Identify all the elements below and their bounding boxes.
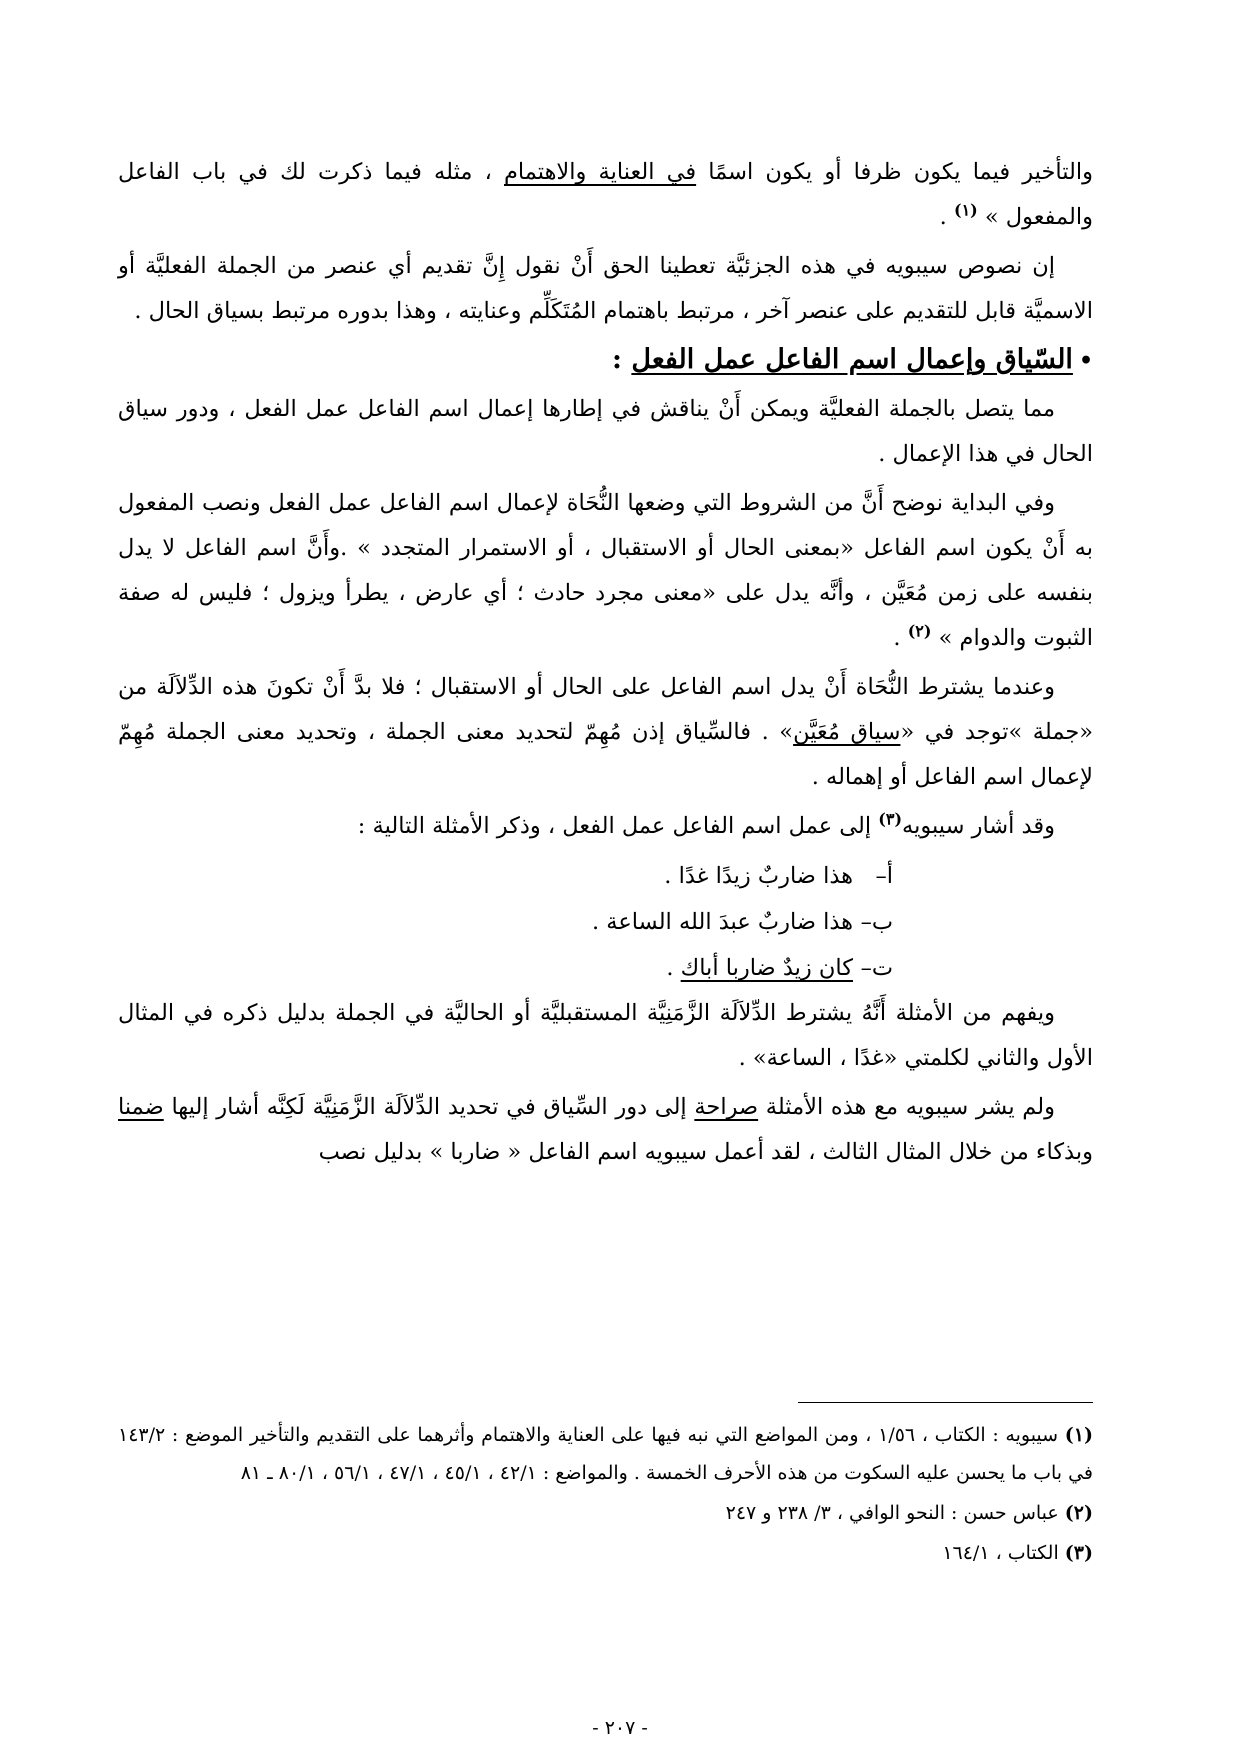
paragraph-6: وقد أشار سيبويه$^{(٣)}$ إلى عمل اسم الفاعل عمل الفعل ، وذكر الأمثلة التالية : xyxy=(357,809,1055,839)
paragraph-1: والتأخير فيما يكون ظرفا أو يكون اسمًا في العناية والاهتمام ، مثله فيما ذكرت لك في باب الفاعل والمفعول » $^{(١)}$ . xyxy=(118,159,1093,230)
footnote-number: (٣) xyxy=(1064,1542,1093,1564)
example-item: ب–هذا ضاربٌ عبدَ الله الساعة . xyxy=(118,899,893,945)
footnote-ref-1[interactable]: (١) xyxy=(953,200,978,220)
footnote-1: (١) سيبويه : الكتاب ، ١/٥٦ ، ومن المواضع التي نبه فيها على العناية والاهتمام وأثرهما على التقديم والتأخير الموضع : ١٤٣/٢ في باب ما يحسن عليه السكوت من هذه الأحرف الخمسة . والمواضع : ٤٢/١ ، ٤٥/١ ، ٤٧/١ ، ٥٦/١ ، ٨٠/١ ـ ٨١ xyxy=(118,1424,1093,1484)
page-body xyxy=(118,150,1093,1179)
paragraph-5: وعندما يشترط النُّحَاة أَنْ يدل اسم الفاعل على الحال أو الاستقبال ؛ فلا بدَّ أَنْ تكونَ هذه الدِّلاَلَة من «جملة »توجد في «سياق مُعَيَّن» . فالسِّياق إذن مُهِمّ لتحديد معنى الجملة ، وتحديد معنى الجملة مُهِمّ لإعمال اسم الفاعل أو إهماله . xyxy=(118,674,1093,790)
footnote-number: (١) xyxy=(1064,1424,1093,1446)
footnote-separator xyxy=(798,1402,1093,1403)
example-letter: ت– xyxy=(860,955,893,981)
footnote-ref-3[interactable]: (٣) xyxy=(878,809,903,829)
example-item: أ–هذا ضاربٌ زيدًا غدًا . xyxy=(118,853,893,899)
section-heading-title: السّياق وإعمال اسم الفاعل عمل الفعل xyxy=(631,344,1073,375)
paragraph-2: إن نصوص سيبويه في هذه الجزئيَّة تعطينا الحق أَنْ نقول إِنَّ تقديم أي عنصر من الجملة الفعليَّة أو الاسميَّة قابل للتقديم على عنصر آخر ، مرتبط باهتمام المُتَكَلِّم وعنايته ، وهذا بدوره مرتبط بسياق الحال . xyxy=(118,253,1093,324)
underlined-phrase: سياق مُعَيَّن xyxy=(793,719,901,745)
section-heading: •السّياق وإعمال اسم الفاعل عمل الفعل : xyxy=(612,344,1093,375)
underlined-phrase: في العناية والاهتمام xyxy=(503,159,697,185)
example-letter: أ– xyxy=(875,863,893,889)
example-item: ت–كان زيدٌ ضاربا أباك . xyxy=(118,945,893,991)
footnote-ref-2[interactable]: (٢) xyxy=(907,621,932,641)
paragraph-4: وفي البداية نوضح أَنَّ من الشروط التي وضعها النُّحَاة لإعمال اسم الفاعل عمل الفعل ونصب المفعول به أَنْ يكون اسم الفاعل «بمعنى الحال أو الاستقبال ، أو الاستمرار المتجدد » .وأَنَّ اسم الفاعل لا يدل بنفسه على زمن مُعَيَّن ، وأنَّه يدل على «معنى مجرد حادث ؛ أي عارض ، يطرأ ويزول ؛ فليس له صفة الثبوت والدوام » $^{(٢)}$ . xyxy=(118,490,1093,651)
underlined-phrase: صراحة xyxy=(694,1094,759,1120)
paragraph-3: مما يتصل بالجملة الفعليَّة ويمكن أَنْ يناقش في إطارها إعمال اسم الفاعل عمل الفعل ، ودور سياق الحال في هذا الإعمال . xyxy=(118,396,1093,467)
example-letter: ب– xyxy=(860,909,893,935)
underlined-phrase: كان زيدٌ ضاربا أباك xyxy=(680,955,853,981)
footnotes xyxy=(118,1416,1093,1574)
bullet-icon: • xyxy=(1078,348,1093,374)
footnote-2: (٢) عباس حسن : النحو الوافي ، ٣/ ٢٣٨ و ٢٤٧ xyxy=(725,1502,1093,1524)
footnote-3: (٣) الكتاب ، ١٦٤/١ xyxy=(942,1542,1093,1564)
paragraph-8: ولم يشر سيبويه مع هذه الأمثلة صراحة إلى دور السِّياق في تحديد الدِّلاَلَة الزَّمَنِيَّة لَكِنَّه أشار إليها ضمنا وبذكاء من خلال المثال الثالث ، لقد أعمل سيبويه اسم الفاعل « ضاربا » بدليل نصب xyxy=(118,1094,1093,1165)
page-number: - ٢٠٧ - xyxy=(592,1717,648,1739)
underlined-phrase: ضمنا xyxy=(118,1094,164,1120)
footnote-number: (٢) xyxy=(1064,1502,1093,1524)
paragraph-7: ويفهم من الأمثلة أَنَّهُ يشترط الدِّلاَلَة الزَّمَنِيَّة المستقبليَّة أو الحاليَّة في الجملة بدليل ذكره في المثال الأول والثاني لكلمتي «غدًا ، الساعة» . xyxy=(118,1000,1093,1071)
